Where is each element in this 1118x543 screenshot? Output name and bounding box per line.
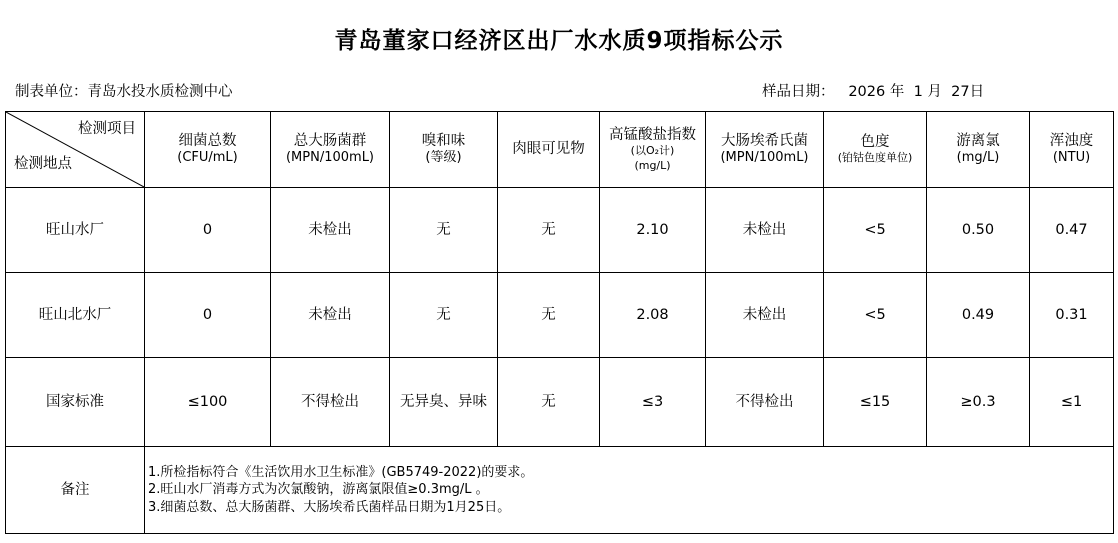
column-header xyxy=(271,112,390,188)
location-cell: 旺山北水厂 xyxy=(6,273,145,358)
column-unit: (mg/L) xyxy=(956,150,1000,166)
value-cell: 无 xyxy=(498,188,600,273)
column-header xyxy=(706,112,824,188)
column-unit: (以O₂计) xyxy=(630,144,675,158)
value-cell: <5 xyxy=(824,273,927,358)
table-row xyxy=(6,273,1114,358)
column-name: 游离氯 xyxy=(956,133,1000,150)
location-cell: 旺山水厂 xyxy=(6,188,145,273)
sample-day: 27 xyxy=(951,84,970,100)
column-unit: (MPN/100mL) xyxy=(720,150,809,166)
value-cell: <5 xyxy=(824,188,927,273)
column-unit: (CFU/mL) xyxy=(177,150,238,166)
value-cell: ≤100 xyxy=(145,358,271,447)
column-header xyxy=(145,112,271,188)
table-row xyxy=(6,358,1114,447)
remarks-label: 备注 xyxy=(6,447,145,534)
value-cell: 2.08 xyxy=(600,273,706,358)
remarks-content xyxy=(145,447,1114,534)
column-unit-secondary: (mg/L) xyxy=(634,158,671,172)
day-suffix: 日 xyxy=(969,84,985,100)
value-cell: 不得检出 xyxy=(706,358,824,447)
column-unit: (NTU) xyxy=(1052,150,1091,166)
value-cell: 未检出 xyxy=(271,273,390,358)
remark-line: 1.所检指标符合《生活饮用水卫生标准》(GB5749-2022)的要求。 xyxy=(148,464,534,480)
value-cell: 无异臭、异味 xyxy=(390,358,498,447)
location-cell: 国家标准 xyxy=(6,358,145,447)
value-cell: ≤1 xyxy=(1030,358,1114,447)
column-name: 高锰酸盐指数 xyxy=(609,127,696,144)
value-cell: 未检出 xyxy=(706,273,824,358)
column-header xyxy=(600,112,706,188)
sample-year: 2026 xyxy=(848,84,886,100)
month-suffix: 月 xyxy=(927,84,942,100)
value-cell: ≤15 xyxy=(824,358,927,447)
value-cell: 无 xyxy=(498,273,600,358)
value-cell: 0 xyxy=(145,188,271,273)
column-name: 大肠埃希氏菌 xyxy=(721,133,808,150)
value-cell: ≥0.3 xyxy=(927,358,1030,447)
header-row xyxy=(6,112,1114,188)
value-cell: ≤3 xyxy=(600,358,706,447)
value-cell: 无 xyxy=(390,188,498,273)
value-cell: 未检出 xyxy=(271,188,390,273)
column-unit: (MPN/100mL) xyxy=(285,150,375,166)
value-cell: 不得检出 xyxy=(271,358,390,447)
column-name: 肉眼可见物 xyxy=(512,141,585,158)
remark-line: 3.细菌总数、总大肠菌群、大肠埃希氏菌样品日期为1月25日。 xyxy=(148,499,511,515)
corner-header-cell xyxy=(6,112,145,188)
water-quality-table xyxy=(5,111,1114,534)
column-header xyxy=(390,112,498,188)
column-header xyxy=(824,112,927,188)
value-cell: 0.49 xyxy=(927,273,1030,358)
remark-line: 2.旺山水厂消毒方式为次氯酸钠，游离氯限值≥0.3mg/L 。 xyxy=(148,482,489,498)
value-cell: 2.10 xyxy=(600,188,706,273)
value-cell: 0 xyxy=(145,273,271,358)
corner-header-items: 检测项目 xyxy=(78,121,136,137)
issuing-unit: 制表单位：青岛水投水质检测中心 xyxy=(15,84,233,100)
sample-month: 1 xyxy=(913,84,923,100)
column-unit: (等级) xyxy=(425,150,462,166)
column-header xyxy=(498,112,600,188)
column-unit: (铂钴色度单位) xyxy=(837,151,913,165)
sample-date xyxy=(762,80,984,101)
value-cell: 0.47 xyxy=(1030,188,1114,273)
page-title: 青岛董家口经济区出厂水水质9项指标公示 xyxy=(334,28,784,54)
value-cell: 0.50 xyxy=(927,188,1030,273)
value-cell: 0.31 xyxy=(1030,273,1114,358)
column-header xyxy=(927,112,1030,188)
column-name: 浑浊度 xyxy=(1049,133,1094,150)
column-header xyxy=(1030,112,1114,188)
sample-date-label: 样品日期： xyxy=(762,84,835,100)
value-cell: 未检出 xyxy=(706,188,824,273)
corner-header-locations: 检测地点 xyxy=(14,155,72,172)
column-name: 嗅和味 xyxy=(421,133,466,150)
column-name: 色度 xyxy=(860,134,890,151)
column-name: 总大肠菌群 xyxy=(293,133,367,150)
value-cell: 无 xyxy=(498,358,600,447)
remarks-row xyxy=(6,447,1114,534)
column-name: 细菌总数 xyxy=(178,133,237,150)
value-cell: 无 xyxy=(390,273,498,358)
table-row xyxy=(6,188,1114,273)
year-suffix: 年 xyxy=(889,84,905,100)
